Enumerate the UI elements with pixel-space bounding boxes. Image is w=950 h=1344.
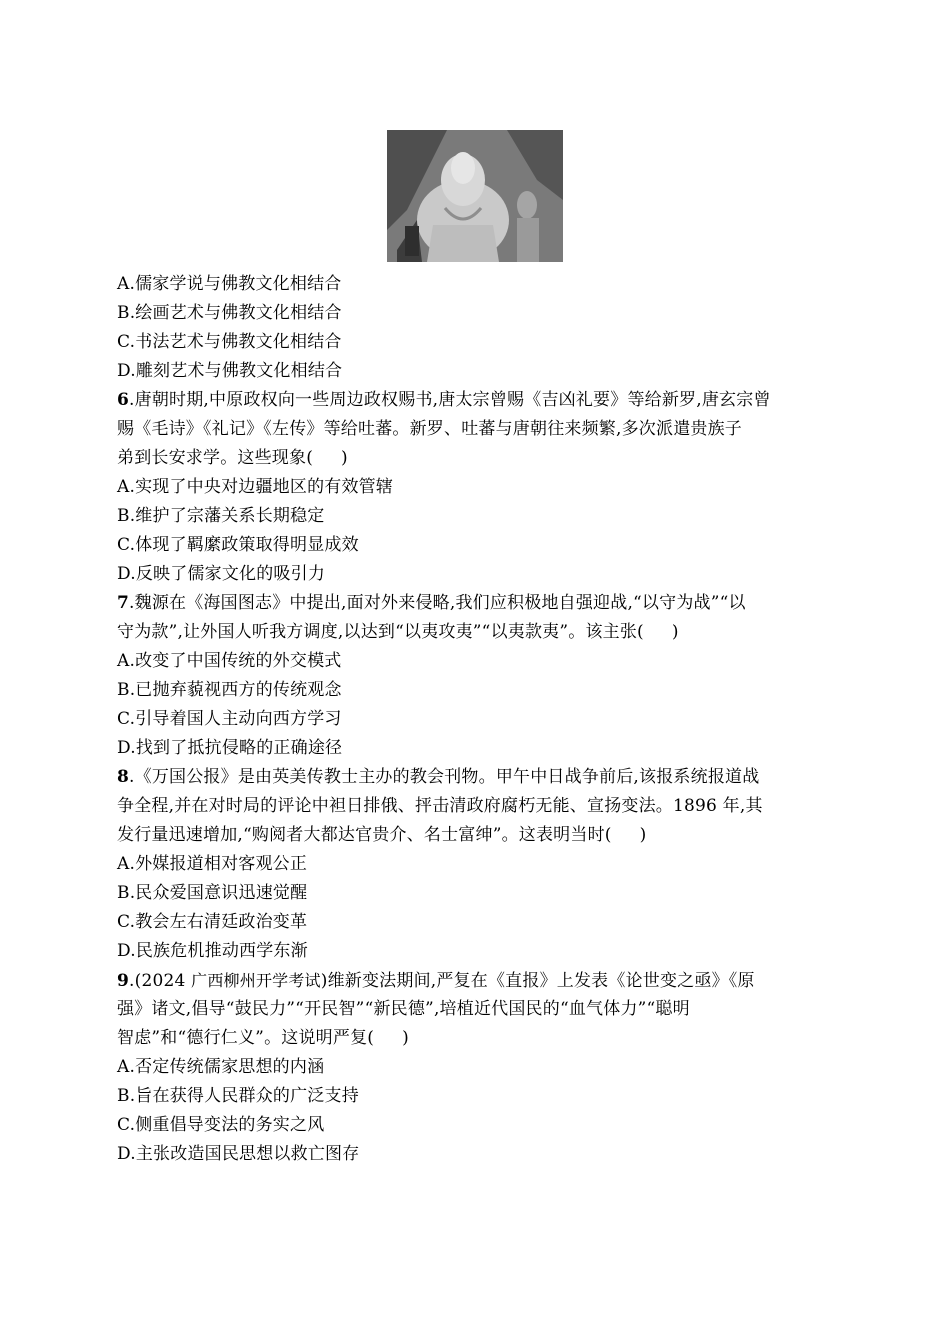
q6-stem-line1 [117, 386, 837, 415]
paren-close: ) [402, 1028, 409, 1048]
q9-stem-line3 [117, 1024, 837, 1053]
q7-number: 7 [117, 593, 130, 613]
buddha-statue-photo [387, 130, 563, 262]
q5-option-b: B.绘画艺术与佛教文化相结合 [117, 303, 342, 323]
q5-option-c: C.书法艺术与佛教文化相结合 [117, 332, 342, 352]
paren-close: ) [341, 448, 348, 468]
q8-option-d: D.民族危机推动西学东渐 [117, 941, 308, 961]
paren-close: ) [671, 622, 679, 642]
q8-number: 8 [117, 767, 130, 787]
q9-option-b: B.旨在获得人民群众的广泛支持 [117, 1086, 359, 1106]
q6-text: .唐朝时期,中原政权向一些周边政权赐书,唐太宗曾赐《吉凶礼要》等给新罗,唐玄宗曾 [129, 390, 771, 410]
q7-option-c: C.引导着国人主动向西方学习 [117, 709, 342, 729]
q6-stem-line3 [117, 444, 837, 473]
q7-text-end: 守为款”,让外国人听我方调度,以达到“以夷攻夷”“以夷款夷”。该主张( [117, 622, 644, 642]
q6-option-a: A.实现了中央对边疆地区的有效管辖 [117, 477, 394, 497]
q9-stem-line1 [117, 966, 837, 995]
q9-option-d: D.主张改造国民思想以救亡图存 [117, 1144, 360, 1164]
q8-text: .《万国公报》是由英美传教士主办的教会刊物。甲午中日战争前后,该报系统报道战 [129, 767, 760, 787]
paren-close: ) [639, 825, 647, 845]
q6-text-end: 弟到长安求学。这些现象( [117, 448, 314, 468]
q7-option-a: A.改变了中国传统的外交模式 [117, 651, 342, 671]
q8-text-end: 发行量迅速增加,“购阅者大都达官贵介、名士富绅”。这表明当时( [117, 825, 612, 845]
q7-stem-line2 [117, 618, 837, 647]
q9-source-open: .(2024 [129, 971, 192, 991]
q5-option-d: D.雕刻艺术与佛教文化相结合 [117, 361, 343, 381]
q8-stem-line2: 争全程,并在对时局的评论中袒日排俄、抨击清政府腐朽无能、宣扬变法。1896 年,其 [117, 796, 763, 816]
q5-option-a: A.儒家学说与佛教文化相结合 [117, 274, 342, 294]
q7-option-b: B.已抛弃藐视西方的传统观念 [117, 680, 342, 700]
q7-stem-line1 [117, 589, 837, 618]
q8-option-a: A.外媒报道相对客观公正 [117, 854, 308, 874]
q9-option-c: C.侧重倡导变法的务实之风 [117, 1115, 325, 1135]
q8-option-c: C.教会左右清廷政治变革 [117, 912, 308, 932]
q8-stem-line1 [117, 763, 837, 792]
q6-option-d: D.反映了儒家文化的吸引力 [117, 564, 326, 584]
q9-source: 广西柳州开学考试 [191, 971, 321, 990]
q6-option-b: B.维护了宗藩关系长期稳定 [117, 506, 325, 526]
q9-number: 9 [117, 971, 130, 991]
q9-text: )维新变法期间,严复在《直报》上发表《论世变之亟》《原 [320, 971, 755, 991]
q8-option-b: B.民众爱国意识迅速觉醒 [117, 883, 308, 903]
q6-stem-line2: 赐《毛诗》《礼记》《左传》等给吐蕃。新罗、吐蕃与唐朝往来频繁,多次派遣贵族子 [117, 419, 743, 439]
q7-text: .魏源在《海国图志》中提出,面对外来侵略,我们应积极地自强迎战,“以守为战”“以 [129, 593, 746, 613]
q9-option-a: A.否定传统儒家思想的内涵 [117, 1057, 325, 1077]
q9-stem-line2: 强》诸文,倡导“鼓民力”“开民智”“新民德”,培植近代国民的“血气体力”“聪明 [117, 999, 690, 1019]
q6-option-c: C.体现了羁縻政策取得明显成效 [117, 535, 359, 555]
buddha-statue-icon [387, 130, 563, 262]
q7-option-d: D.找到了抵抗侵略的正确途径 [117, 738, 343, 758]
question-content [117, 270, 837, 1169]
q9-text-end: 智虑”和“德行仁义”。这说明严复( [117, 1028, 375, 1048]
q8-stem-line3 [117, 821, 837, 850]
q6-number: 6 [117, 390, 130, 410]
